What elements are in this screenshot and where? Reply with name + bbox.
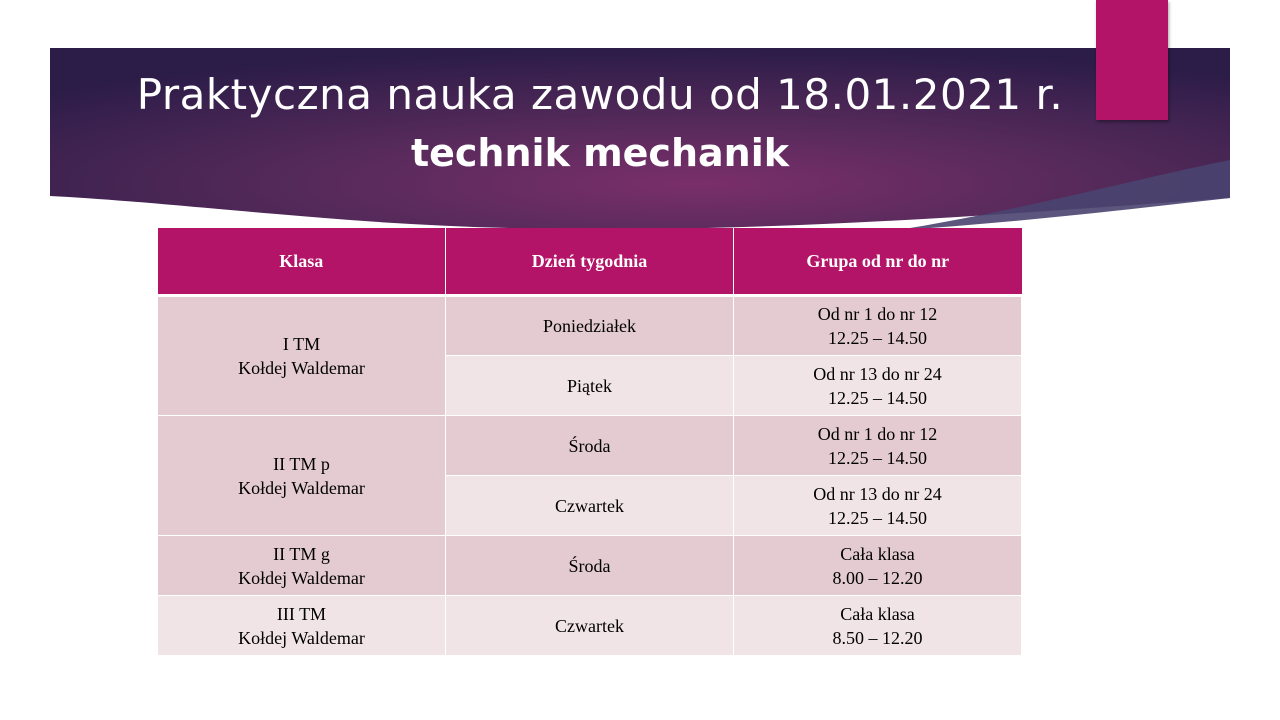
table-row: [158, 596, 1022, 656]
header-day: Dzień tygodnia: [446, 228, 734, 296]
group-cell: [734, 416, 1022, 476]
schedule-table: [157, 228, 1022, 656]
group-cell: [734, 596, 1022, 656]
group-time: 8.00 – 12.20: [832, 567, 923, 588]
class-name: III TM: [276, 603, 327, 624]
group-cell: [734, 476, 1022, 536]
slide-title: [50, 66, 1150, 182]
group-range: Cała klasa: [840, 603, 915, 624]
group-time: 12.25 – 14.50: [828, 328, 927, 348]
day-cell: Poniedziałek: [446, 296, 734, 356]
teacher-name: Kołdej Waldemar: [238, 477, 365, 498]
group-range: Od nr 1 do nr 12: [817, 423, 938, 444]
day-cell: Piątek: [446, 356, 734, 416]
class-cell: [158, 596, 446, 656]
class-cell: [158, 536, 446, 596]
day-cell: Czwartek: [446, 476, 734, 536]
group-range: Od nr 13 do nr 24: [813, 483, 942, 504]
group-cell: [734, 296, 1022, 356]
group-cell: [734, 536, 1022, 596]
day-cell: Środa: [446, 536, 734, 596]
group-cell: [734, 356, 1022, 416]
class-name: II TM g: [273, 543, 330, 564]
table-row: [158, 416, 1022, 476]
group-time: 12.25 – 14.50: [828, 447, 927, 468]
day-cell: Czwartek: [446, 596, 734, 656]
title-line-2: technik mechanik: [410, 131, 790, 175]
teacher-name: Kołdej Waldemar: [238, 358, 365, 378]
group-range: Od nr 13 do nr 24: [813, 363, 942, 384]
teacher-name: Kołdej Waldemar: [238, 627, 365, 648]
group-time: 12.25 – 14.50: [828, 387, 927, 408]
day-cell: Środa: [446, 416, 734, 476]
header-group: Grupa od nr do nr: [734, 228, 1022, 296]
header-class: Klasa: [158, 228, 446, 296]
group-time: 12.25 – 14.50: [828, 507, 927, 528]
title-line-1: Praktyczna nauka zawodu od 18.01.2021 r.: [136, 70, 1064, 119]
class-name: I TM: [282, 334, 321, 354]
class-cell: [158, 296, 446, 416]
group-time: 8.50 – 12.20: [832, 627, 923, 648]
group-range: Cała klasa: [840, 543, 915, 564]
table-row: [158, 536, 1022, 596]
teacher-name: Kołdej Waldemar: [238, 567, 365, 588]
group-range: Od nr 1 do nr 12: [817, 304, 938, 324]
class-name: II TM p: [273, 453, 330, 474]
class-cell: [158, 416, 446, 536]
table-row: [158, 296, 1022, 356]
